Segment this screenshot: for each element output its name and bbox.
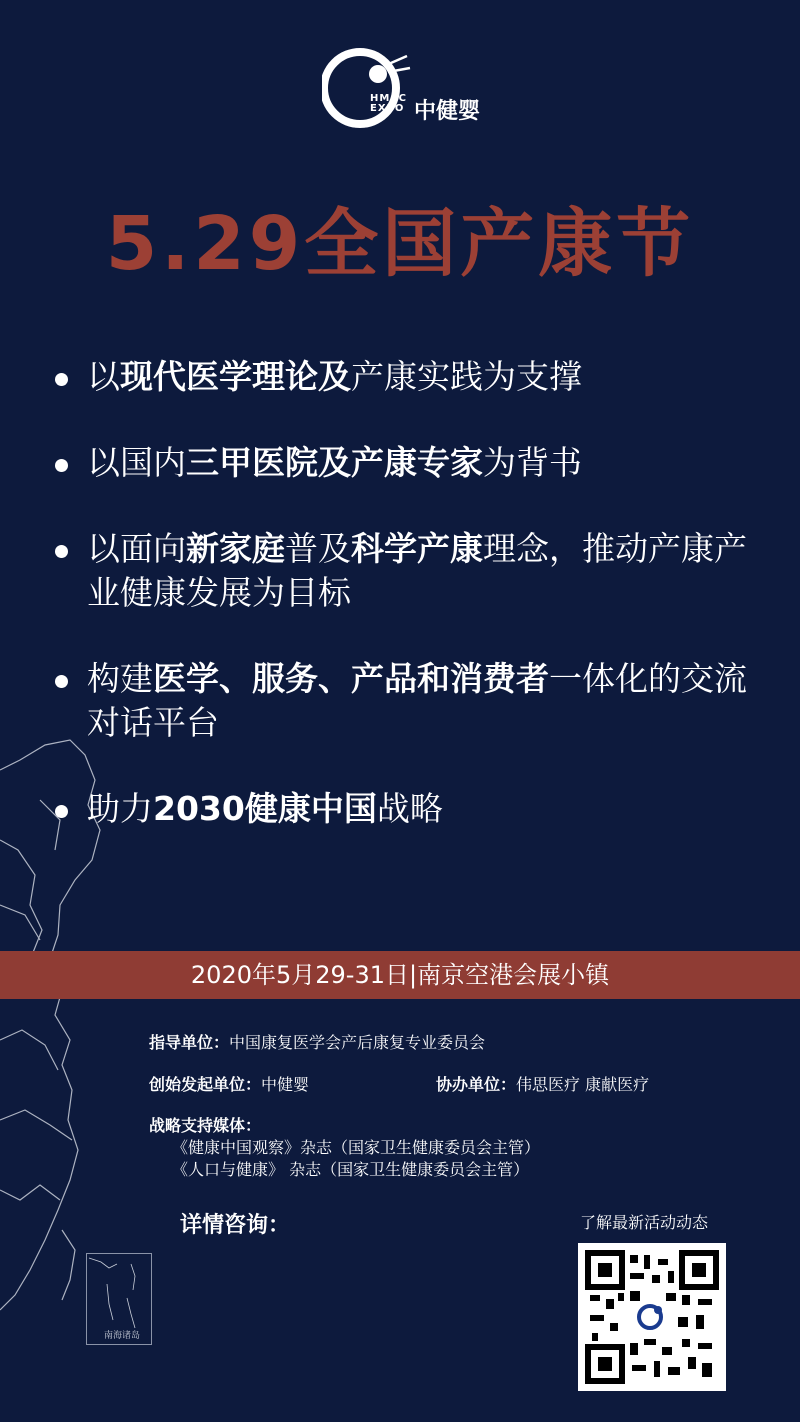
bullet-text: 理念，推动产康产业健康发展为目标 <box>87 529 747 612</box>
bullet-text-bold: 2030健康中国 <box>153 789 377 828</box>
bullet-text: 战略 <box>376 789 443 828</box>
inset-label: 南海诸岛 <box>104 1331 141 1341</box>
guide-unit-value: 中国康复医学会产后康复专业委员会 <box>229 1033 486 1052</box>
bullet-item <box>55 355 775 399</box>
bullet-text: 为背书 <box>483 443 582 482</box>
qr-code-icon <box>578 1243 726 1391</box>
bullet-item <box>55 441 775 485</box>
logo-text-en <box>370 94 407 114</box>
bullet-text-bold: 新家庭 <box>186 529 285 568</box>
bullet-dot-icon <box>55 545 68 558</box>
bullet-text: 助力 <box>87 789 153 828</box>
qr-caption: 了解最新活动动态 <box>580 1213 709 1232</box>
logo-en-line1: HMCC <box>370 93 407 104</box>
bullet-dot-icon <box>55 675 68 688</box>
bullet-dot-icon <box>55 373 68 386</box>
bullet-text: 以国内 <box>87 443 186 482</box>
bullet-text-bold: 三甲医院及产康专家 <box>186 443 483 482</box>
media-line-1: 《健康中国观察》杂志（国家卫生健康委员会主管） <box>172 1138 541 1157</box>
bullet-dot-icon <box>55 805 68 818</box>
co-organizer-label: 协办单位： <box>436 1075 517 1094</box>
bullet-text: 构建 <box>87 659 153 698</box>
media-label: 战略支持媒体： <box>149 1116 262 1135</box>
bullet-text: 以面向 <box>87 529 186 568</box>
qr-code[interactable] <box>578 1243 726 1391</box>
bullet-text-bold: 现代医学理论及 <box>120 357 351 396</box>
guide-unit <box>149 1030 485 1053</box>
consult-label: 详情咨询： <box>180 1213 291 1238</box>
hmcc-expo-logo <box>322 48 482 130</box>
bullet-dot-icon <box>55 459 68 472</box>
bullet-text: 产康实践为支撑 <box>351 357 582 396</box>
date-venue-banner: 2020年5月29-31日|南京空港会展小镇 <box>0 951 800 999</box>
co-organizer <box>436 1072 649 1095</box>
founder-unit-value: 中健婴 <box>261 1075 310 1094</box>
bullet-text-bold: 医学、服务、产品和消费者 <box>153 659 549 698</box>
founder-unit <box>149 1072 309 1095</box>
logo-text-cn: 中健婴 <box>414 99 481 124</box>
bullet-item <box>55 527 775 615</box>
media-line-2: 《人口与健康》 杂志（国家卫生健康委员会主管） <box>172 1160 530 1179</box>
bullet-item <box>55 657 775 745</box>
bullet-text-bold: 科学产康 <box>351 529 483 568</box>
page-title: 5.29全国产康节 <box>105 201 695 287</box>
co-organizer-value: 伟思医疗 康献医疗 <box>516 1075 650 1094</box>
guide-unit-label: 指导单位： <box>149 1033 230 1052</box>
bullet-text: 一体化的交流对话平台 <box>87 659 747 742</box>
bullet-text: 以 <box>87 357 120 396</box>
founder-unit-label: 创始发起单位： <box>149 1075 262 1094</box>
logo-en-line2: EXPO <box>370 103 405 114</box>
bullet-text: 普及 <box>285 529 351 568</box>
bullet-item <box>55 787 775 831</box>
logo-emblem-icon <box>322 48 412 130</box>
bullet-list <box>55 355 775 873</box>
